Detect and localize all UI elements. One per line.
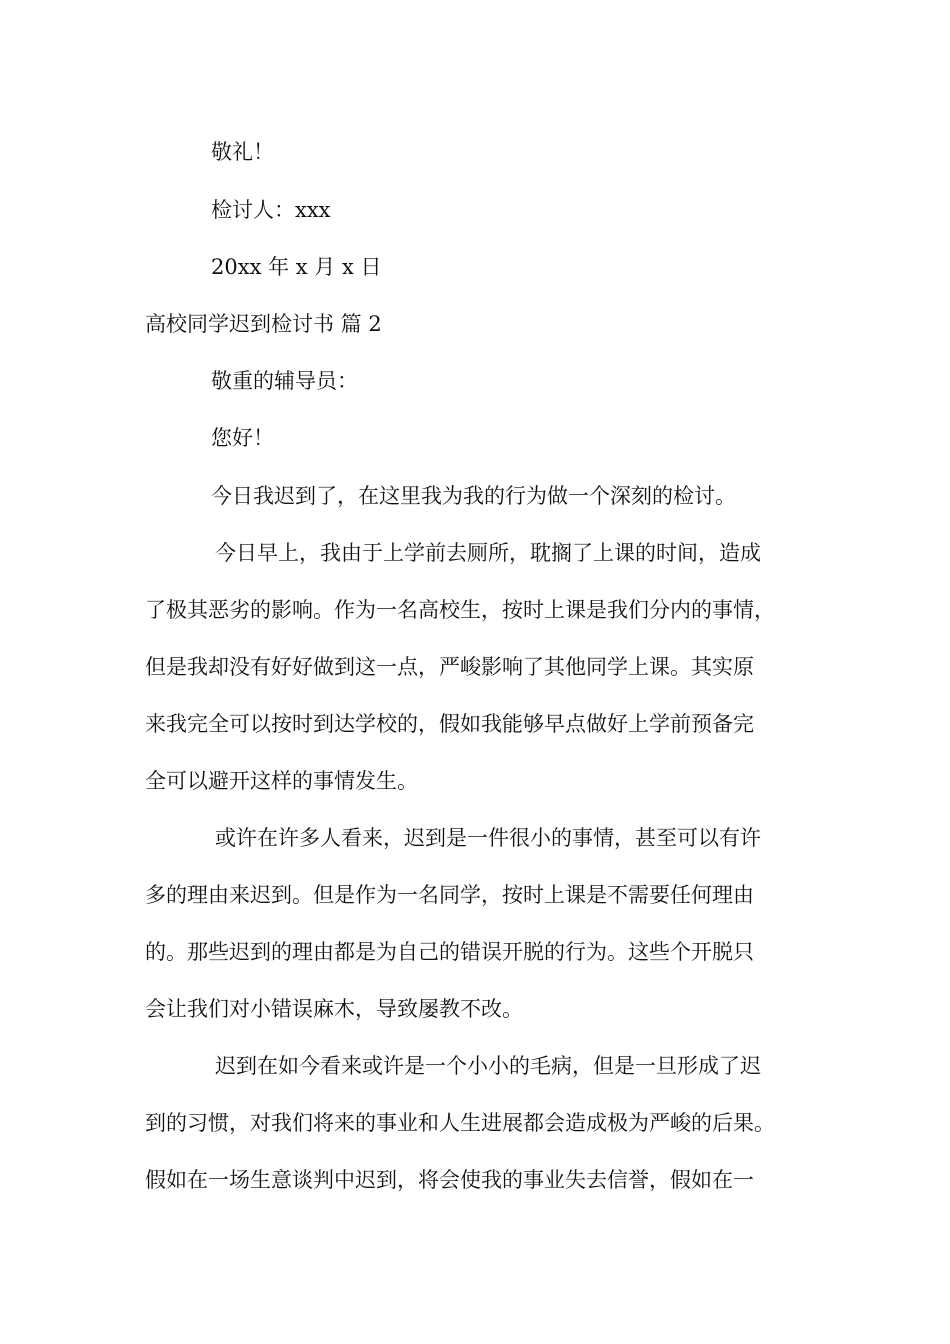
paragraph-1-line-2: 了极其恶劣的影响。作为一名高校生，按时上课是我们分内的事情， [145, 598, 775, 622]
paragraph-1-line-5: 全可以避开这样的事情发生。 [145, 769, 418, 793]
paragraph-3-line-3: 假如在一场生意谈判中迟到，将会使我的事业失去信誉，假如在一 [145, 1168, 754, 1192]
paragraph-3-line-1: 迟到在如今看来或许是一个小小的毛病，但是一旦形成了迟 [215, 1054, 761, 1078]
paragraph-1-line-1: 今日早上，我由于上学前去厕所，耽搁了上课的时间，造成 [215, 541, 761, 565]
section-heading: 高校同学迟到检讨书 篇 2 [145, 312, 382, 336]
paragraph-3-line-2: 到的习惯，对我们将来的事业和人生进展都会造成极为严峻的后果。 [145, 1111, 775, 1135]
greeting-line: 敬重的辅导员： [211, 369, 358, 393]
paragraph-2-line-2: 多的理由来迟到。但是作为一名同学，按时上课是不需要任何理由 [145, 883, 754, 907]
paragraph-2-line-3: 的。那些迟到的理由都是为自己的错误开脱的行为。这些个开脱只 [145, 940, 754, 964]
signer-line: 检讨人：xxx [211, 198, 331, 222]
paragraph-2-line-4: 会让我们对小错误麻木，导致屡教不改。 [145, 997, 523, 1021]
paragraph-1-line-3: 但是我却没有好好做到这一点，严峻影响了其他同学上课。其实原 [145, 655, 754, 679]
paragraph-1-line-4: 来我完全可以按时到达学校的，假如我能够早点做好上学前预备完 [145, 712, 754, 736]
intro-line: 今日我迟到了，在这里我为我的行为做一个深刻的检讨。 [211, 484, 736, 508]
date-line: 20xx 年 x 月 x 日 [211, 255, 382, 279]
closing-salute: 敬礼！ [211, 140, 274, 164]
paragraph-2-line-1: 或许在许多人看来，迟到是一件很小的事情，甚至可以有许 [215, 826, 761, 850]
hello-line: 您好！ [211, 426, 274, 450]
